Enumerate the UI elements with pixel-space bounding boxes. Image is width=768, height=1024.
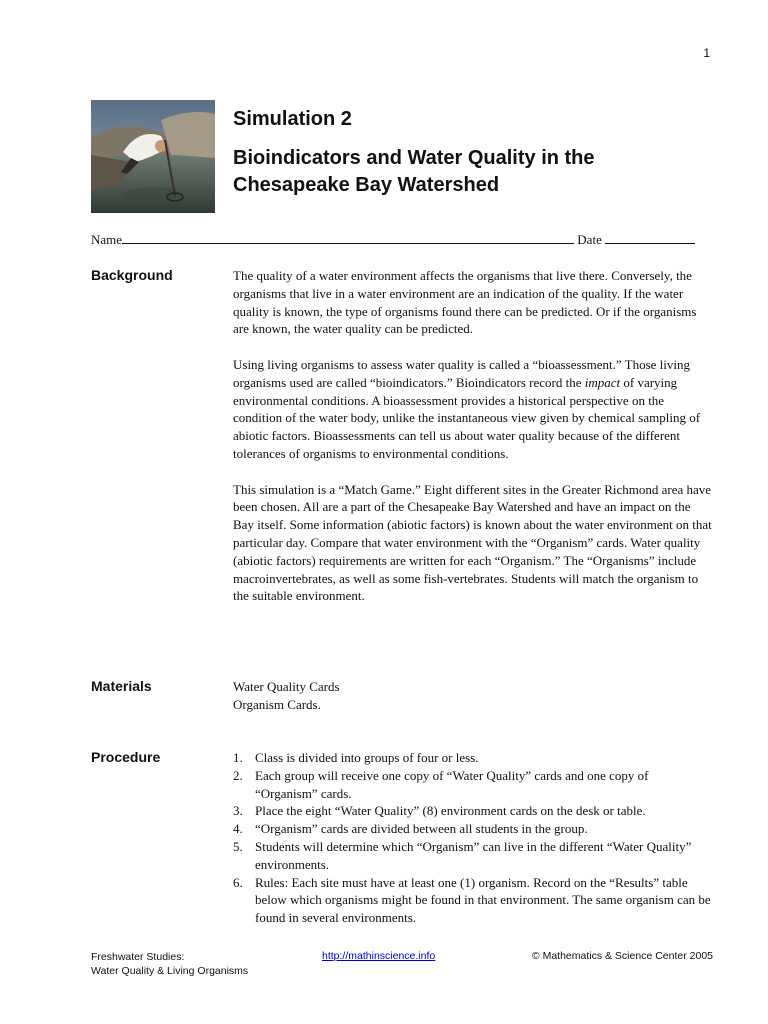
header-photo <box>91 100 215 213</box>
name-field[interactable] <box>122 231 574 244</box>
procedure-label: Procedure <box>91 749 161 765</box>
procedure-step: 1. Class is divided into groups of four or less. <box>233 750 479 765</box>
materials-label: Materials <box>91 678 152 694</box>
background-paragraph-2: Using living organisms to assess water quality is called a “bioassessment.” Those living organisms used are called “bioindicators.” Bioindicators record the impact of varying environmental conditions. A bioassessment provides a historical perspective on the condition of the water body, unlike the instantaneous view given by chemical sampling of abiotic factors. Bioassessments can tell us about water quality because of the different tolerances of organisms to environmental conditions. <box>233 356 701 461</box>
materials-item: Water Quality Cards <box>233 679 340 694</box>
footer-link[interactable]: http://mathinscience.info <box>322 950 436 962</box>
page-title: Simulation 2 <box>233 108 352 130</box>
date-field[interactable] <box>605 231 695 244</box>
background-label: Background <box>91 267 173 283</box>
page-subtitle: Bioindicators and Water Quality in the Chesapeake Bay Watershed <box>233 147 595 196</box>
procedure-step: 3. Place the eight “Water Quality” (8) environment cards on the desk or table. <box>233 803 646 819</box>
title-block <box>233 108 673 199</box>
procedure-step: 6. Rules: Each site must have at least one (1) organism. Record on the “Results” table below which organisms might be found in that environment. The same organism can be found in several environments. <box>233 874 711 926</box>
background-paragraph-1: The quality of a water environment affects the organisms that live there. Conversely, the organisms that live in a water environment are an indication of the quality. If the water quality is known, the type of organisms found there can be predicted. Or if the organisms are known, the water quality can be predicted. <box>233 268 697 337</box>
footer-course: Freshwater Studies: Water Quality & Living Organisms <box>91 951 249 977</box>
materials-item: Organism Cards. <box>233 696 321 712</box>
name-date-line <box>91 231 695 248</box>
name-label: Name <box>91 232 123 247</box>
date-label: Date <box>577 232 602 247</box>
procedure-step: 4. “Organism” cards are divided between all students in the group. <box>233 821 588 837</box>
procedure-step: 5. Students will determine which “Organism” can live in the different “Water Quality” environments. <box>233 838 692 872</box>
materials-list <box>233 678 713 714</box>
photo-student-sampling-stream <box>91 100 215 213</box>
background-body <box>233 267 713 605</box>
background-paragraph-3: This simulation is a “Match Game.” Eight different sites in the Greater Richmond area have been chosen. All are a part of the Chesapeake Bay Watershed and have an impact on the Bay itself. Some information (abiotic factors) is known about the water environment on that particular day. Compare that water environment with the “Organism” cards. Water quality (abiotic factors) requirements are written for each “Organism.” The “Organisms” include macroinvertebrates, as well as some fish-vertebrates. Students will match the organism to the suitable environment. <box>233 481 712 604</box>
footer-copyright: © Mathematics & Science Center 2005 <box>531 950 713 962</box>
page-footer <box>91 950 713 980</box>
procedure-list <box>233 749 713 927</box>
procedure-step: 2. Each group will receive one copy of “Water Quality” cards and one copy of “Organism” cards. <box>233 767 649 801</box>
page-number: 1 <box>703 46 710 60</box>
emphasis-impact: impact <box>584 374 621 390</box>
